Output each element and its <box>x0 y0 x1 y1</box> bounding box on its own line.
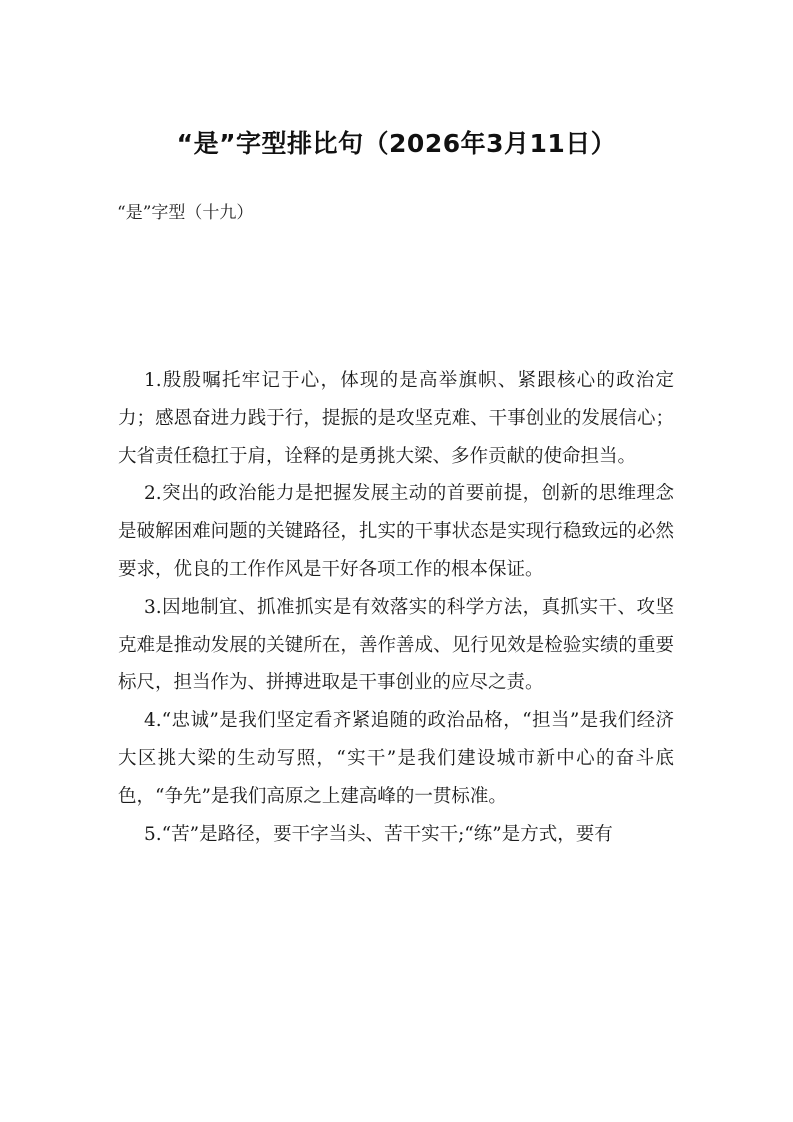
paragraph-1: 1.殷殷嘱托牢记于心，体现的是高举旗帜、紧跟核心的政治定力；感恩奋进力践于行，提振的是攻坚克难、干事创业的发展信心；大省责任稳扛于肩，诠释的是勇挑大梁、多作贡献的使命担当。 <box>118 370 674 467</box>
paragraph-5: 5.“苦”是路径，要干字当头、苦干实干;“练”是方式，要有 <box>144 823 613 845</box>
document-subtitle: “是”字型（十九） <box>117 203 254 223</box>
document-title: “是”字型排比句（2026年3月11日） <box>176 129 617 158</box>
paragraph-2: 2.突出的政治能力是把握发展主动的首要前提，创新的思维理念是破解困难问题的关键路径，扎实的干事状态是实现行稳致远的必然要求，优良的工作作风是干好各项工作的根本保证。 <box>118 483 674 580</box>
paragraph-3: 3.因地制宜、抓准抓实是有效落实的科学方法，真抓实干、攻坚克难是推动发展的关键所在，善作善成、见行见效是检验实绩的重要标尺，担当作为、拼搏进取是干事创业的应尽之责。 <box>118 596 674 694</box>
paragraph-4: 4.“忠诚”是我们坚定看齐紧追随的政治品格，“担当”是我们经济大区挑大梁的生动写照，“实干”是我们建设城市新中心的奋斗底色，“争先”是我们高原之上建高峰的一贯标准。 <box>118 710 674 807</box>
document-body <box>118 362 674 853</box>
